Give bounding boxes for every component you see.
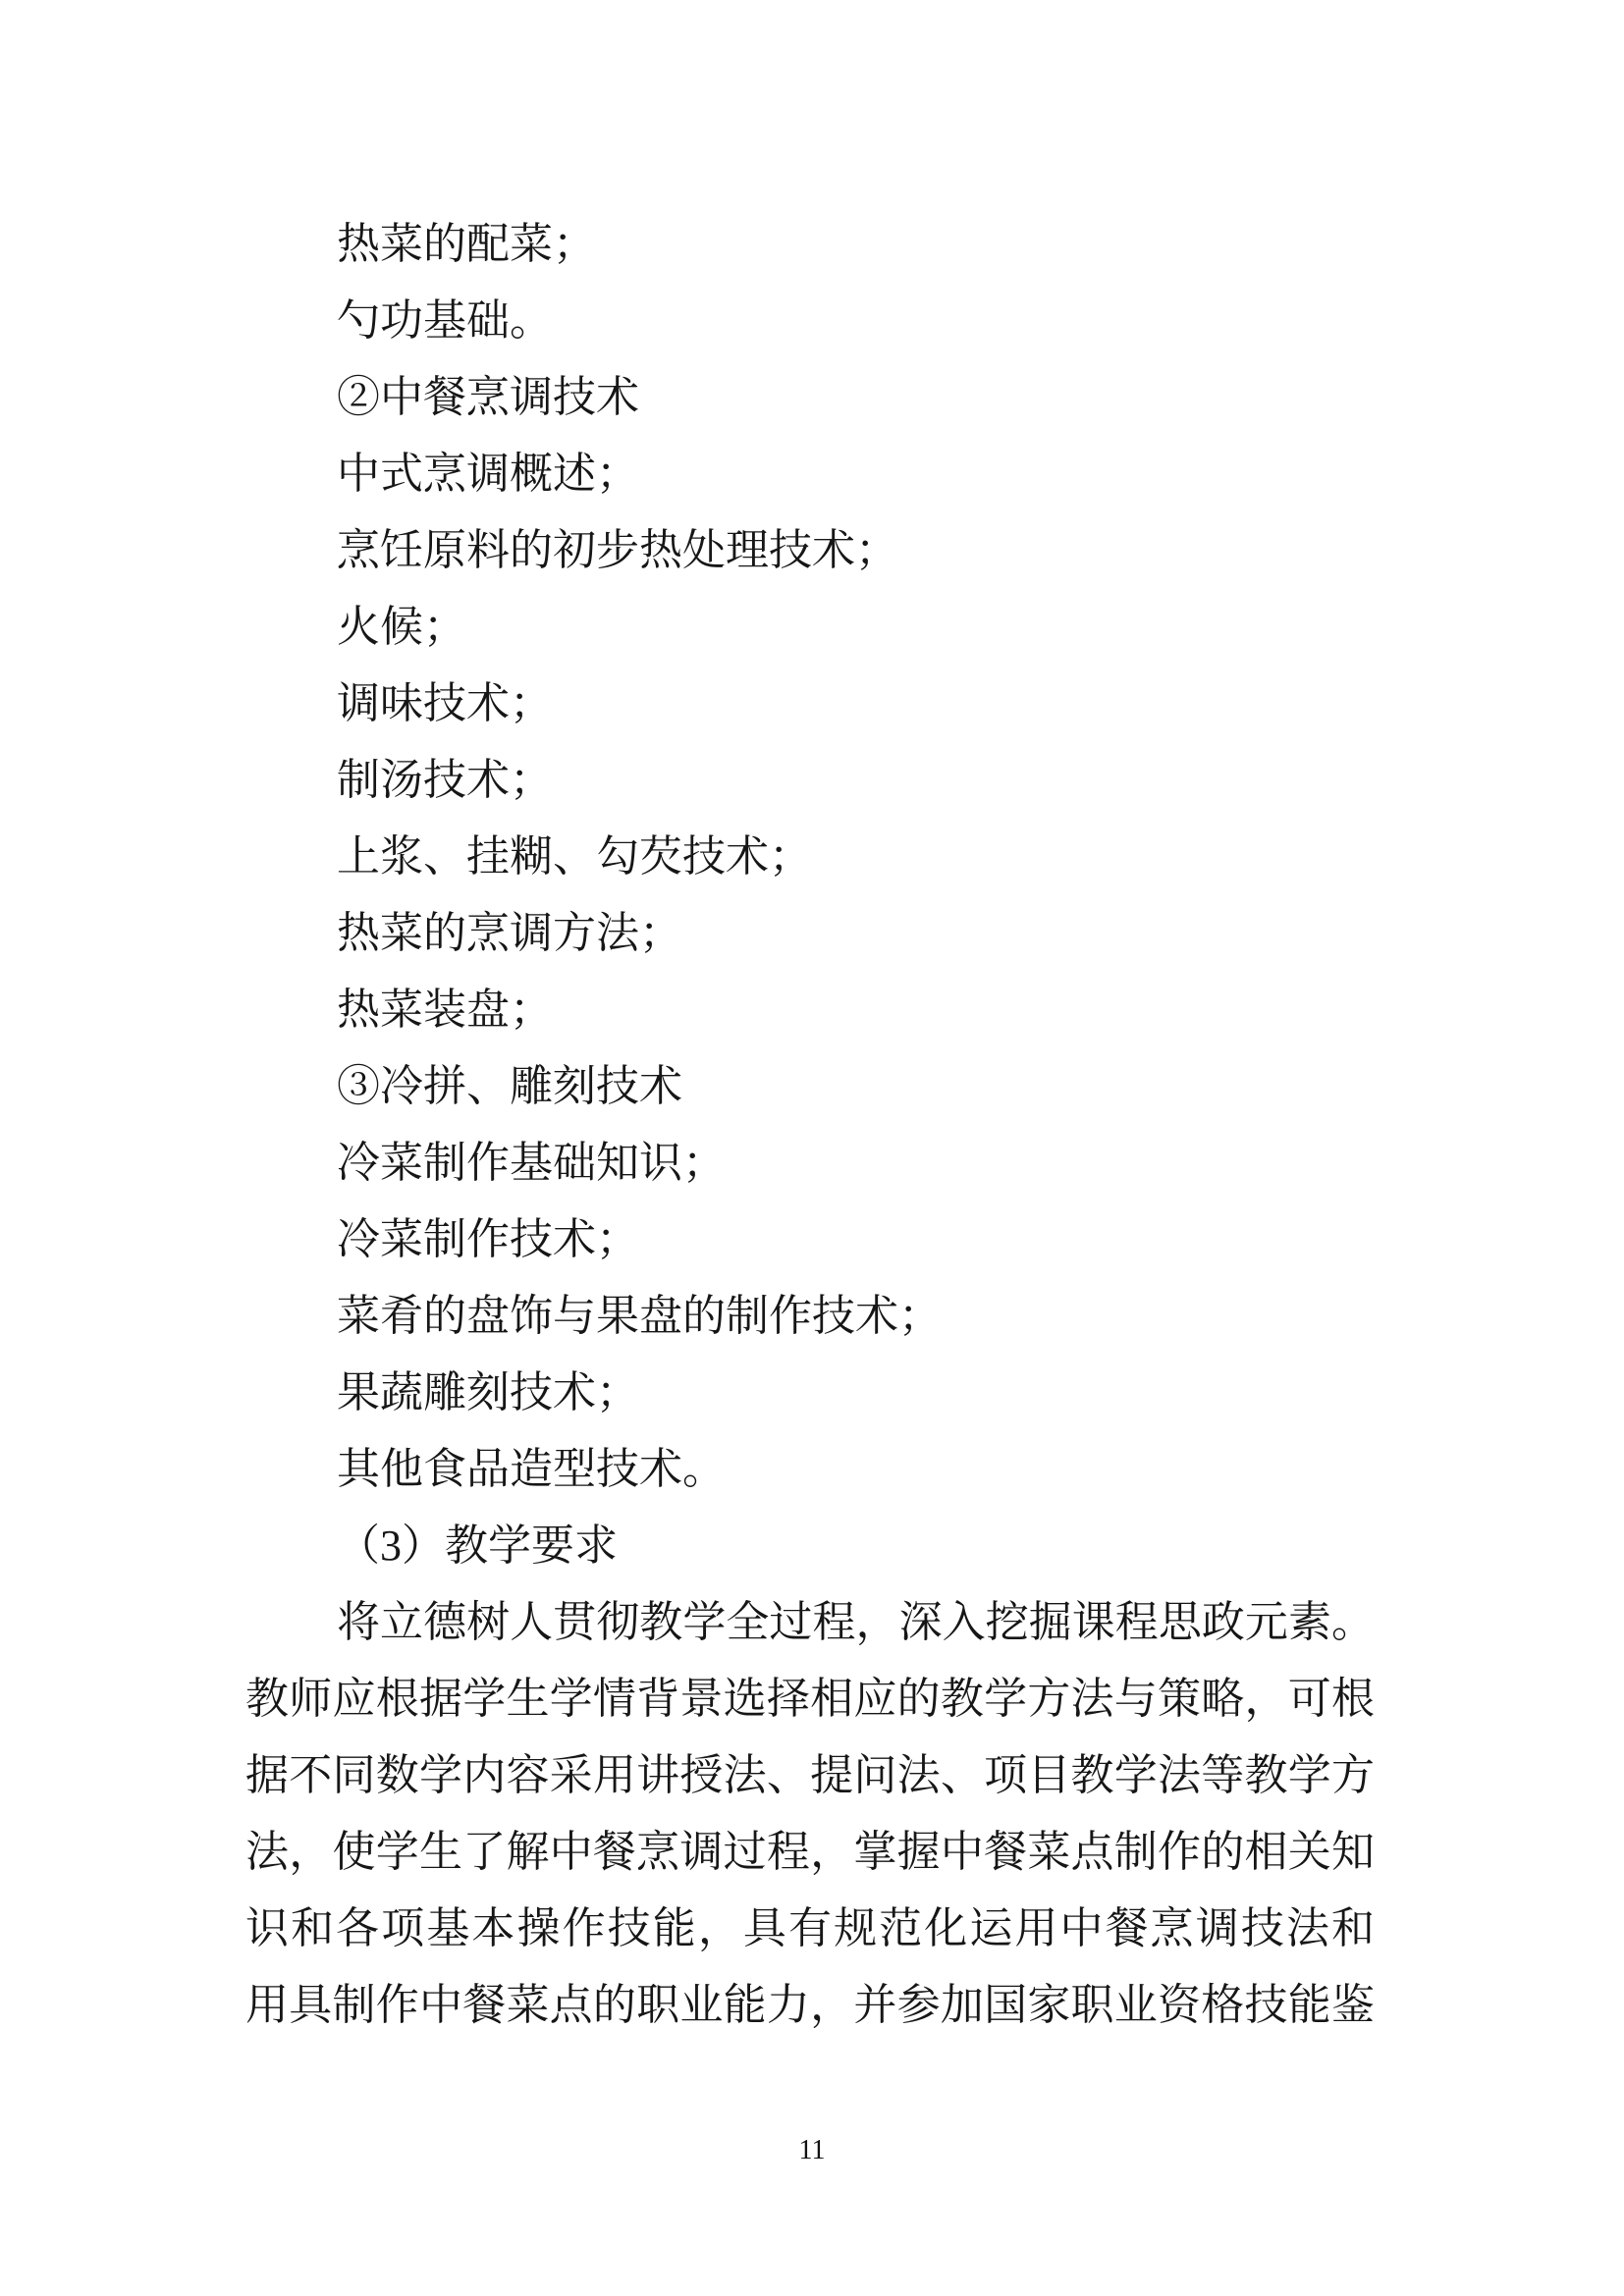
section-heading: （3）教学要求 [337, 1522, 618, 1570]
paragraph-line: 将立德树人贯彻教学全过程，深入挖掘课程思政元素。 [337, 1598, 1375, 1646]
paragraph-line: 法，使学生了解中餐烹调过程，掌握中餐菜点制作的相关知 [245, 1828, 1375, 1876]
paragraph-line: 识和各项基本操作技能，具有规范化运用中餐烹调技法和 [245, 1904, 1375, 1952]
list-line: 冷菜制作技术； [337, 1215, 639, 1263]
paragraph-line: 用具制作中餐菜点的职业能力，并参加国家职业资格技能鉴 [245, 1981, 1375, 2029]
list-line: 上浆、挂糊、勾芡技术； [337, 832, 812, 881]
list-line: 火候； [337, 603, 466, 651]
list-line-numbered: ②中餐烹调技术 [337, 373, 639, 421]
list-line: 热菜的配菜； [337, 220, 596, 268]
page-number: 11 [798, 2135, 826, 2165]
list-line: 菜肴的盘饰与果盘的制作技术； [337, 1292, 942, 1340]
list-line-numbered: ③冷拼、雕刻技术 [337, 1062, 682, 1110]
list-line: 调味技术； [337, 679, 553, 727]
list-line: 中式烹调概述； [337, 450, 639, 498]
paragraph-line: 教师应根据学生学情背景选择相应的教学方法与策略，可根 [245, 1675, 1375, 1723]
list-line: 勺功基础。 [337, 296, 553, 345]
list-line: 烹饪原料的初步热处理技术； [337, 526, 898, 574]
list-line: 热菜装盘； [337, 986, 553, 1034]
list-line: 其他食品造型技术。 [337, 1445, 726, 1493]
paragraph-line: 据不同数学内容采用讲授法、提问法、项目教学法等教学方 [245, 1751, 1375, 1799]
list-line: 制汤技术； [337, 756, 553, 804]
text-block [245, 206, 1375, 2044]
list-line: 果蔬雕刻技术； [337, 1368, 639, 1416]
list-line: 冷菜制作基础知识； [337, 1139, 726, 1187]
list-line: 热菜的烹调方法； [337, 909, 682, 957]
